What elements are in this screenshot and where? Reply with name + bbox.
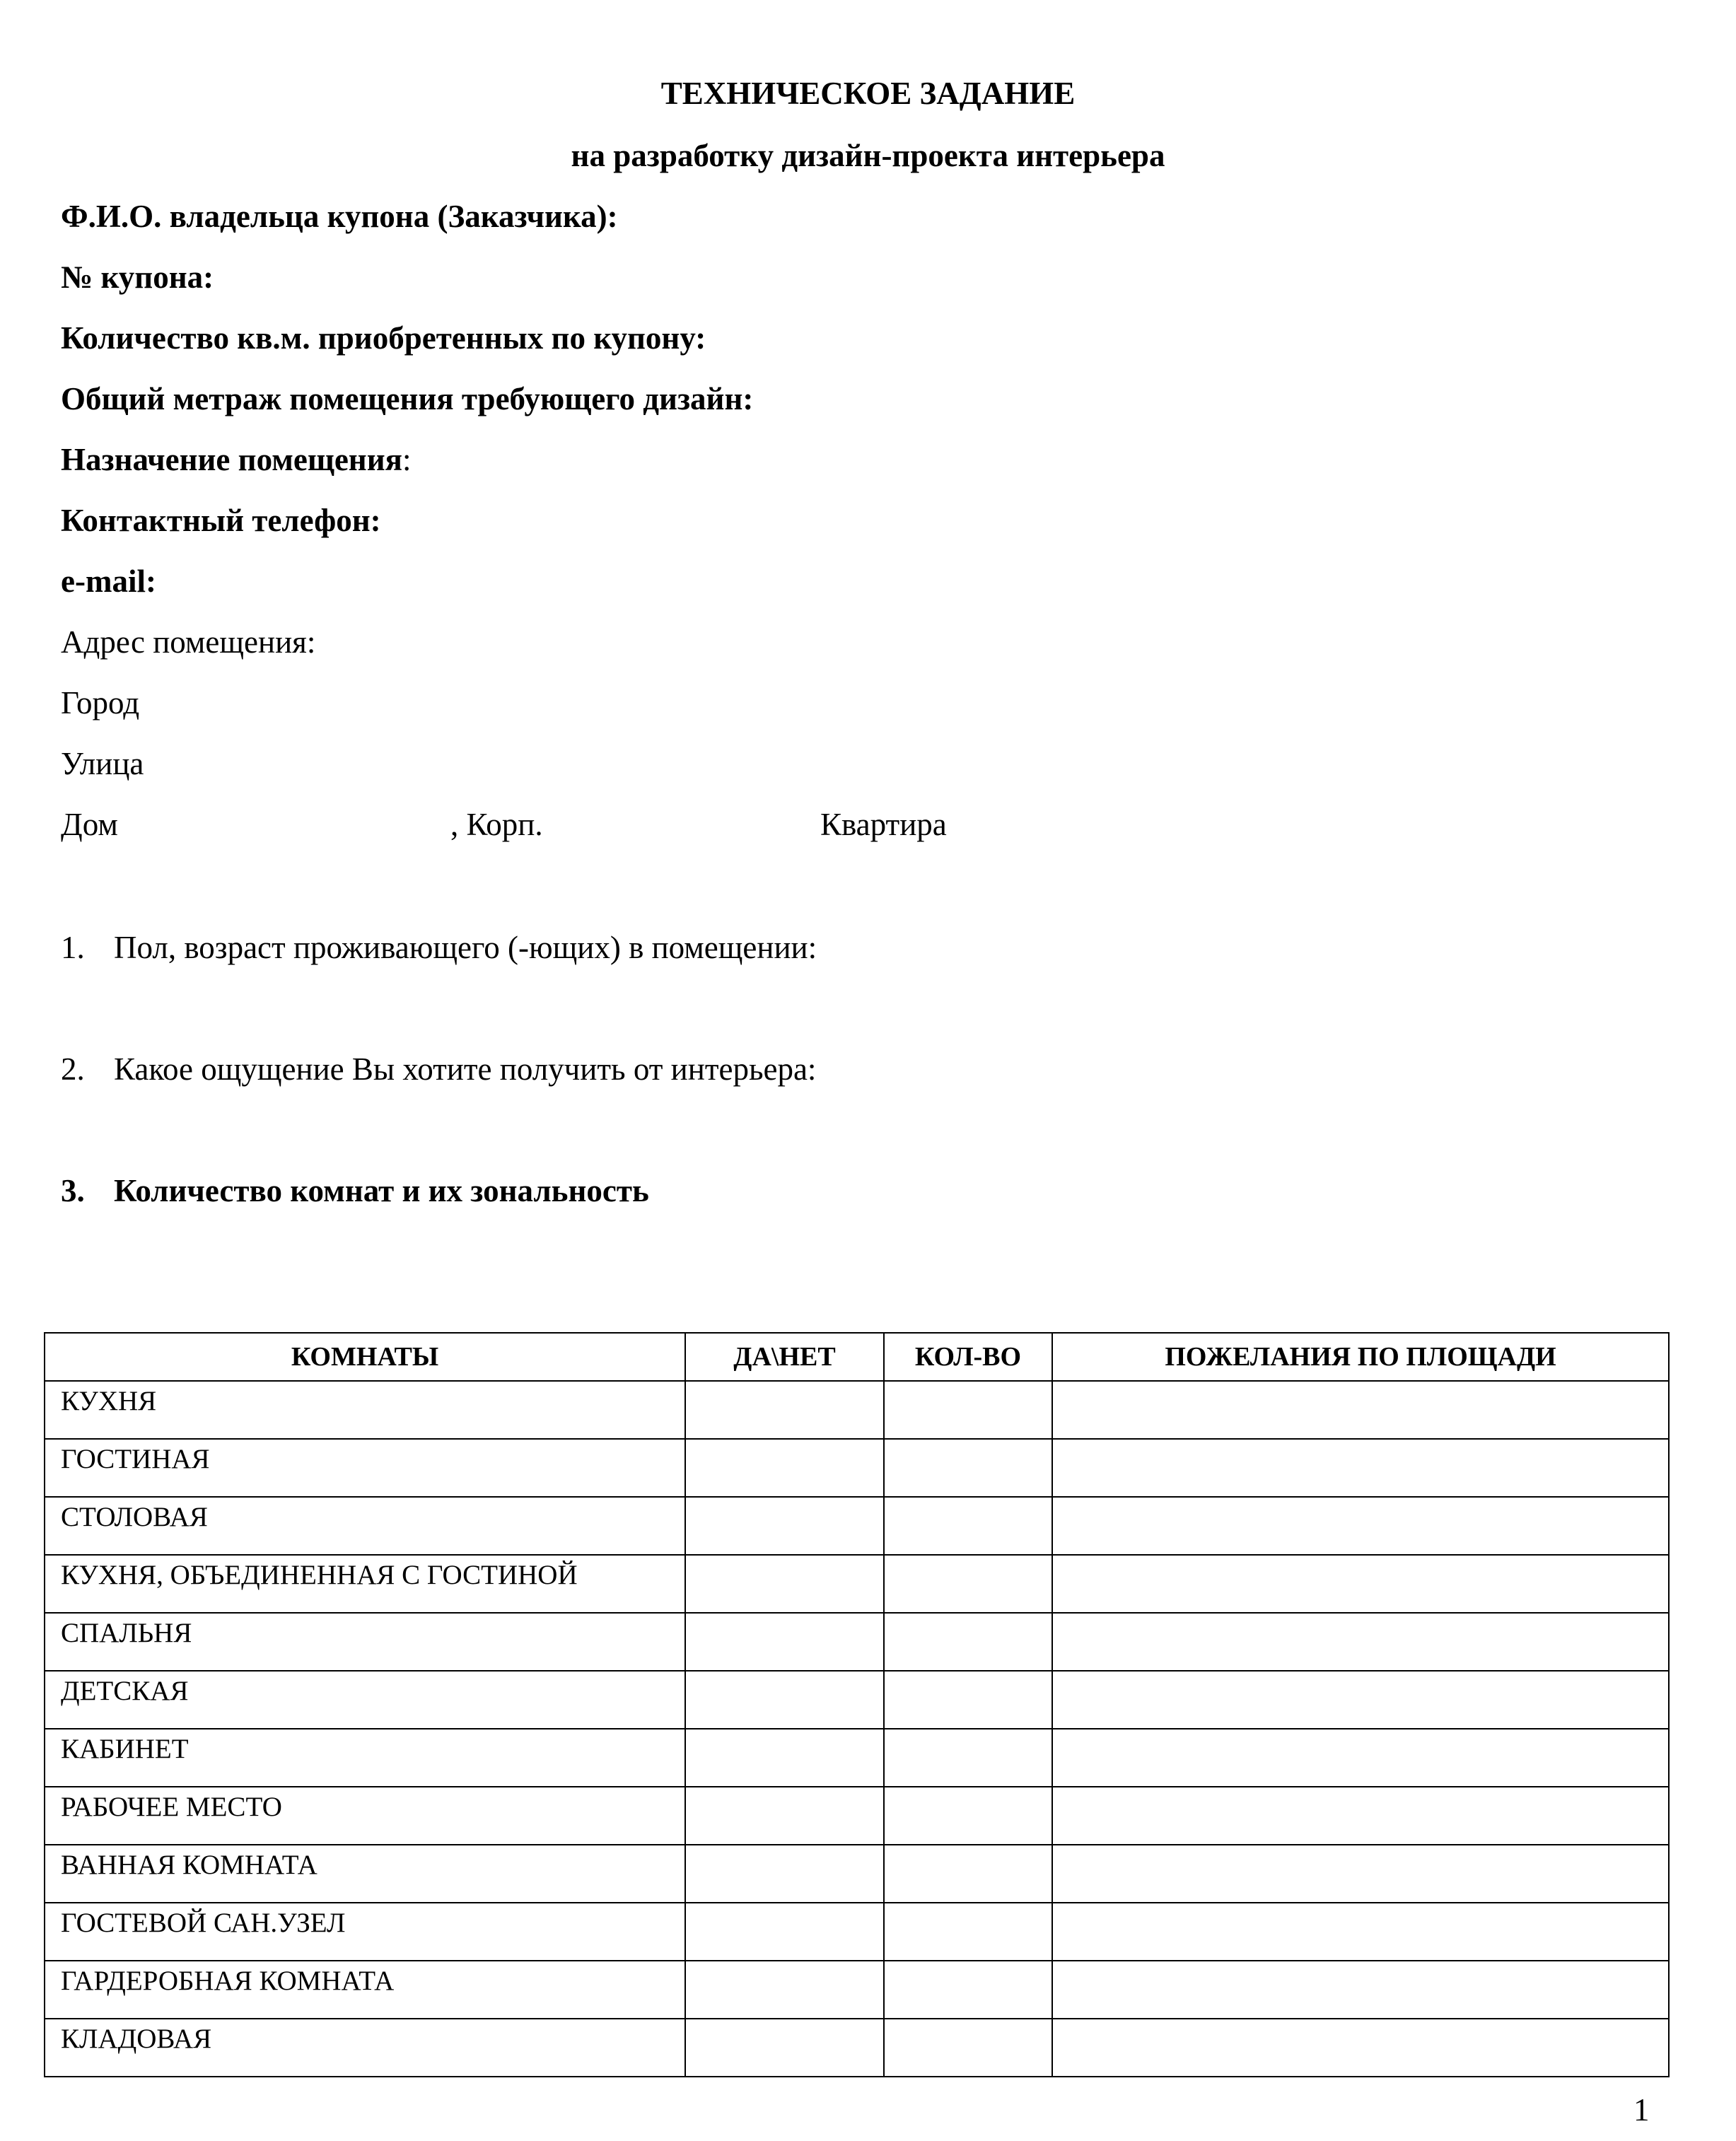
document-title: ТЕХНИЧЕСКОЕ ЗАДАНИЕ	[660, 76, 1076, 111]
house-label: Дом	[61, 807, 118, 842]
area-wishes-cell[interactable]	[1052, 1845, 1669, 1903]
header-quantity: КОЛ-ВО	[884, 1333, 1052, 1381]
quantity-cell[interactable]	[884, 1961, 1052, 2019]
room-name-cell: КАБИНЕТ	[45, 1729, 685, 1787]
question-2-text: Какое ощущение Вы хотите получить от интерьера:	[114, 1051, 817, 1087]
yes-no-cell[interactable]	[685, 1787, 884, 1845]
quantity-cell[interactable]	[884, 1845, 1052, 1903]
header-yes-no: ДА\НЕТ	[685, 1333, 884, 1381]
quantity-cell[interactable]	[884, 1555, 1052, 1613]
question-3-number: 3.	[61, 1173, 85, 1208]
quantity-cell[interactable]	[884, 1497, 1052, 1555]
page-number: 1	[1633, 2092, 1650, 2128]
yes-no-cell[interactable]	[685, 1613, 884, 1671]
yes-no-cell[interactable]	[685, 2019, 884, 2077]
area-wishes-cell[interactable]	[1052, 1729, 1669, 1787]
table-row	[45, 1555, 1669, 1613]
question-1-text: Пол, возраст проживающего (-ющих) в помещении:	[114, 930, 817, 965]
purpose-field	[61, 444, 412, 476]
purpose-label: Назначение помещения	[61, 442, 403, 477]
table-row	[45, 1787, 1669, 1845]
yes-no-cell[interactable]	[685, 1845, 884, 1903]
question-2-number: 2.	[61, 1051, 85, 1087]
yes-no-cell[interactable]	[685, 1671, 884, 1729]
room-name-cell: ГОСТИНАЯ	[45, 1439, 685, 1497]
table-header-row	[45, 1333, 1669, 1381]
yes-no-cell[interactable]	[685, 1439, 884, 1497]
room-name-cell: ГАРДЕРОБНАЯ КОМНАТА	[45, 1961, 685, 2019]
total-area-label: Общий метраж помещения требующего дизайн:	[61, 381, 754, 416]
coupon-number-label: № купона:	[61, 259, 214, 295]
area-wishes-cell[interactable]	[1052, 1613, 1669, 1671]
area-wishes-cell[interactable]	[1052, 1671, 1669, 1729]
table-row	[45, 1729, 1669, 1787]
area-wishes-cell[interactable]	[1052, 1381, 1669, 1439]
email-label: e-mail:	[61, 564, 156, 599]
room-name-cell: ГОСТЕВОЙ САН.УЗЕЛ	[45, 1903, 685, 1961]
area-wishes-cell[interactable]	[1052, 1961, 1669, 2019]
yes-no-cell[interactable]	[685, 1555, 884, 1613]
table-row	[45, 1439, 1669, 1497]
table-row	[45, 1671, 1669, 1729]
rooms-table	[44, 1332, 1670, 2077]
area-wishes-cell[interactable]	[1052, 1555, 1669, 1613]
quantity-cell[interactable]	[884, 1787, 1052, 1845]
room-name-cell: ДЕТСКАЯ	[45, 1671, 685, 1729]
owner-name-label: Ф.И.О. владельца купона (Заказчика):	[61, 199, 618, 234]
apartment-label: Квартира	[820, 807, 947, 842]
table-row	[45, 1497, 1669, 1555]
room-name-cell: КЛАДОВАЯ	[45, 2019, 685, 2077]
building-label: , Корп.	[450, 807, 543, 842]
area-wishes-cell[interactable]	[1052, 1903, 1669, 1961]
document-subtitle: на разработку дизайн-проекта интерьера	[571, 138, 1165, 173]
area-wishes-cell[interactable]	[1052, 1439, 1669, 1497]
area-wishes-cell[interactable]	[1052, 1497, 1669, 1555]
quantity-cell[interactable]	[884, 1903, 1052, 1961]
quantity-cell[interactable]	[884, 1729, 1052, 1787]
table-row	[45, 1613, 1669, 1671]
table-row	[45, 1845, 1669, 1903]
quantity-cell[interactable]	[884, 1439, 1052, 1497]
question-1-number: 1.	[61, 930, 85, 965]
header-area-wishes: ПОЖЕЛАНИЯ ПО ПЛОЩАДИ	[1052, 1333, 1669, 1381]
header-rooms: КОМНАТЫ	[45, 1333, 685, 1381]
phone-label: Контактный телефон:	[61, 503, 381, 538]
city-label: Город	[61, 685, 140, 721]
yes-no-cell[interactable]	[685, 1729, 884, 1787]
quantity-cell[interactable]	[884, 1381, 1052, 1439]
sqm-purchased-label: Количество кв.м. приобретенных по купону:	[61, 320, 706, 356]
question-3-text: Количество комнат и их зональность	[114, 1173, 649, 1208]
yes-no-cell[interactable]	[685, 1903, 884, 1961]
table-row	[45, 1903, 1669, 1961]
room-name-cell: КУХНЯ	[45, 1381, 685, 1439]
quantity-cell[interactable]	[884, 1671, 1052, 1729]
yes-no-cell[interactable]	[685, 1381, 884, 1439]
purpose-colon: :	[402, 442, 412, 477]
quantity-cell[interactable]	[884, 2019, 1052, 2077]
room-name-cell: СТОЛОВАЯ	[45, 1497, 685, 1555]
table-row	[45, 1961, 1669, 2019]
room-name-cell: ВАННАЯ КОМНАТА	[45, 1845, 685, 1903]
yes-no-cell[interactable]	[685, 1497, 884, 1555]
room-name-cell: СПАЛЬНЯ	[45, 1613, 685, 1671]
street-label: Улица	[61, 746, 144, 781]
address-label: Адрес помещения:	[61, 624, 316, 660]
yes-no-cell[interactable]	[685, 1961, 884, 2019]
table-row	[45, 1381, 1669, 1439]
area-wishes-cell[interactable]	[1052, 1787, 1669, 1845]
room-name-cell: КУХНЯ, ОБЪЕДИНЕННАЯ С ГОСТИНОЙ	[45, 1555, 685, 1613]
area-wishes-cell[interactable]	[1052, 2019, 1669, 2077]
room-name-cell: РАБОЧЕЕ МЕСТО	[45, 1787, 685, 1845]
table-row	[45, 2019, 1669, 2077]
quantity-cell[interactable]	[884, 1613, 1052, 1671]
